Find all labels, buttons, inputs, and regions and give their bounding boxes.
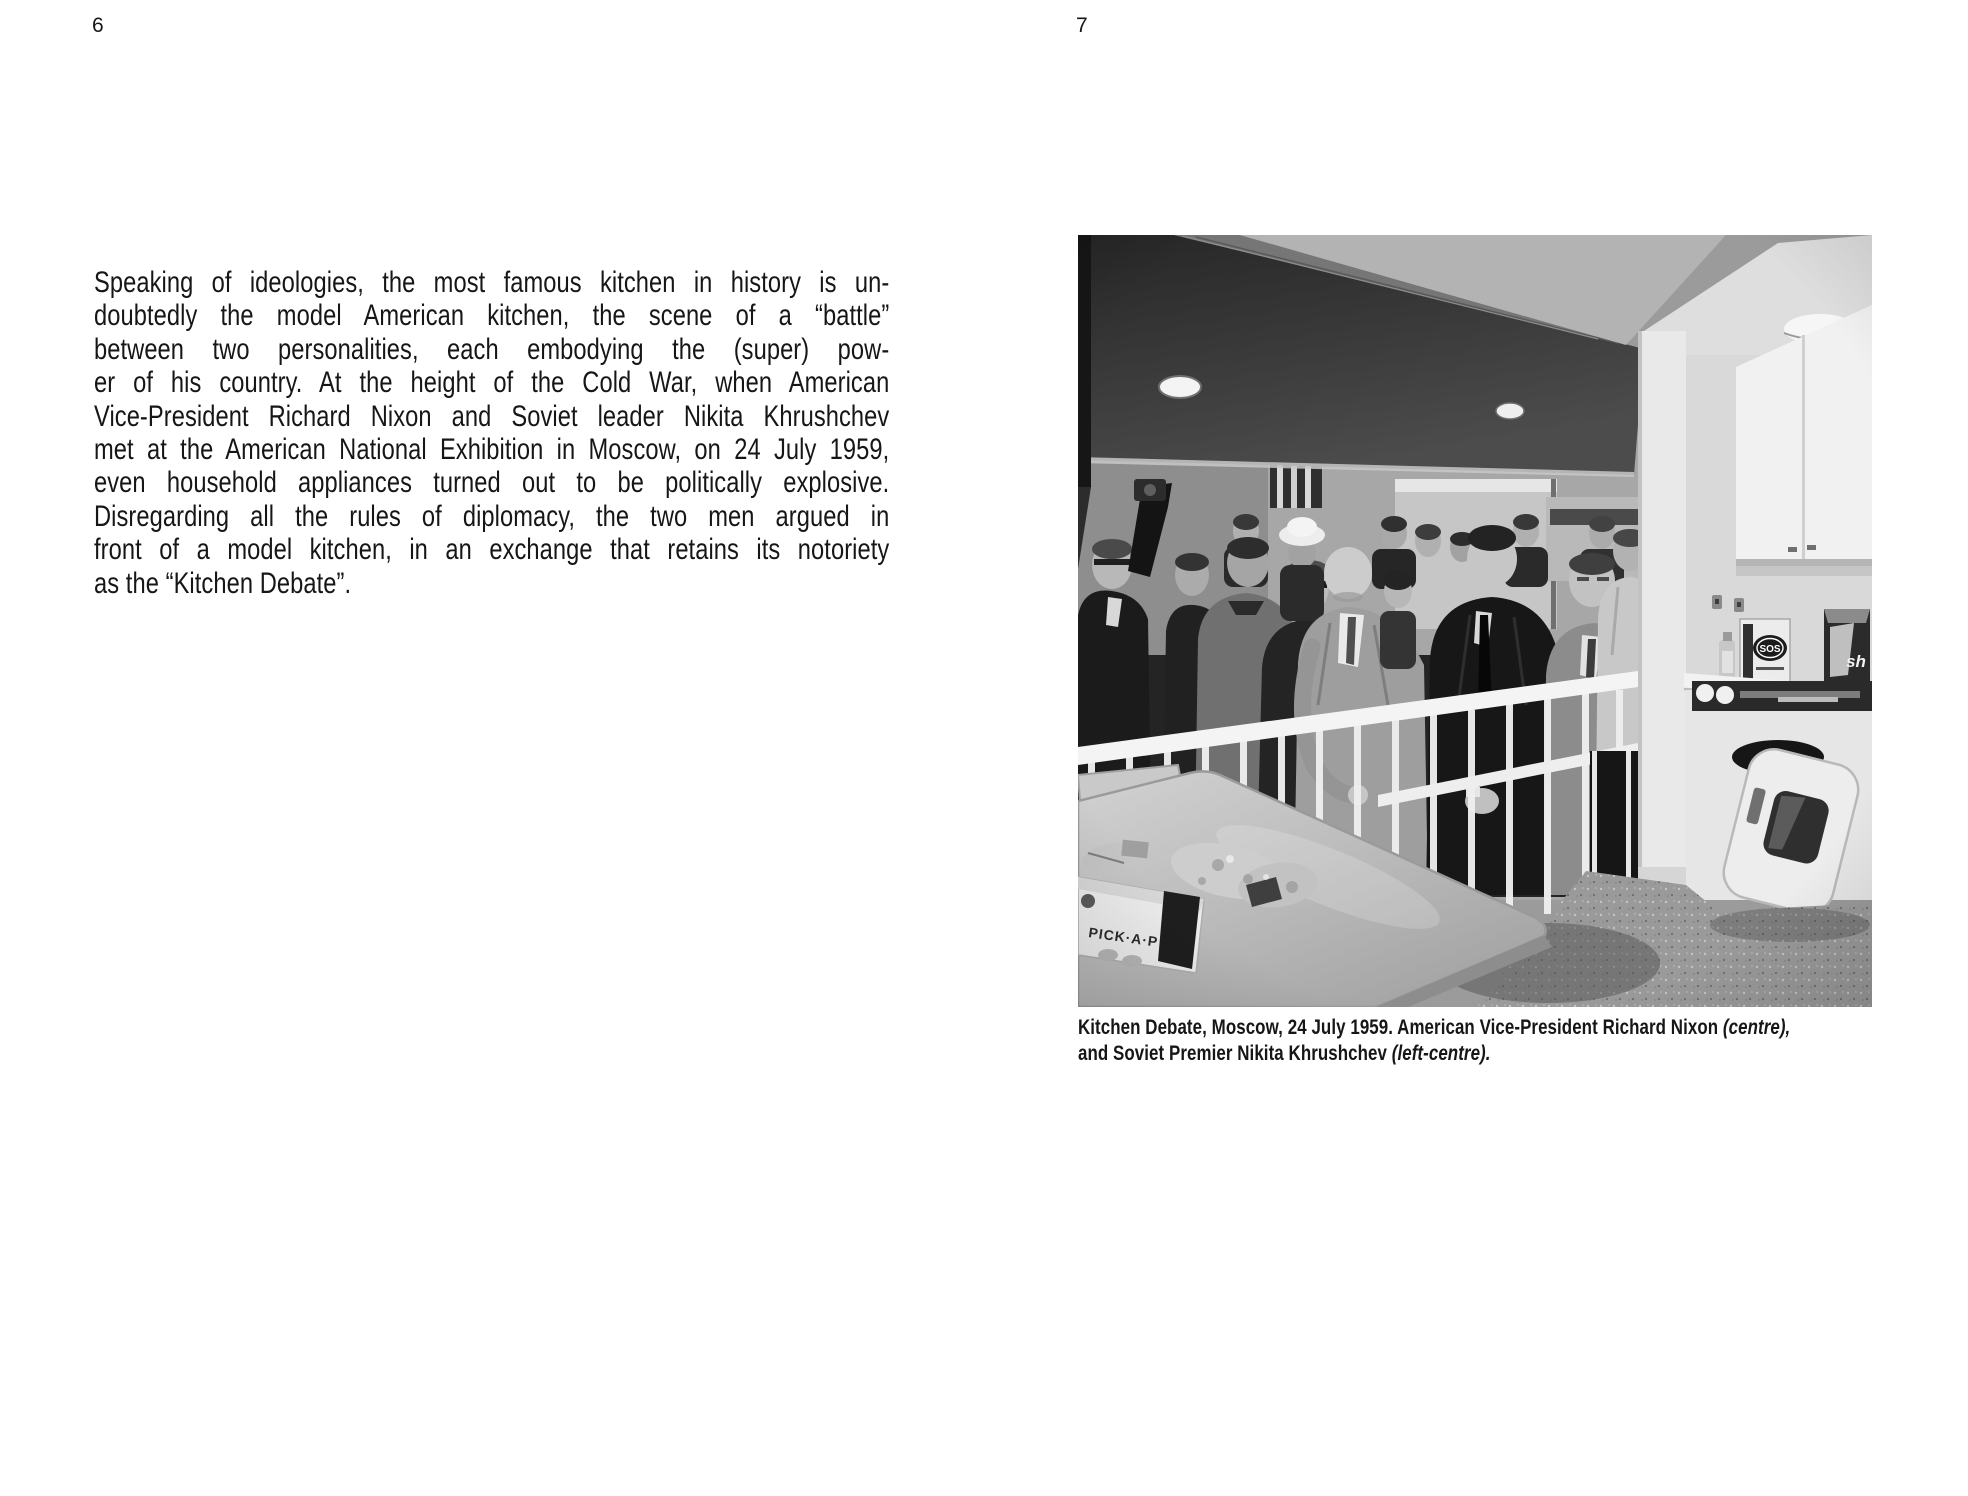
paragraph-line: Vice-President Richard Nixon and Soviet leader Nikita Khrushchev <box>94 399 890 433</box>
body-text-column <box>94 266 889 600</box>
photo-caption <box>1078 1014 1866 1066</box>
paragraph-line: doubtedly the model American kitchen, the scene of a “battle” <box>94 299 890 333</box>
paragraph-line: front of a model kitchen, in an exchange that retains its notoriety <box>94 533 890 567</box>
page-number-right: 7 <box>1076 14 1088 37</box>
page-number-left: 6 <box>92 14 104 37</box>
paragraph-line: met at the American National Exhibition in Moscow, on 24 July 1959, <box>94 433 890 467</box>
caption-line: Kitchen Debate, Moscow, 24 July 1959. American Vice-President Richard Nixon (centre), <box>1078 1015 1791 1039</box>
paragraph-line: between two personalities, each embodying the (super) pow- <box>94 332 890 366</box>
paragraph-line: Speaking of ideologies, the most famous kitchen in history is un- <box>94 266 890 299</box>
paragraph-line: Disregarding all the rules of diplomacy, the two men argued in <box>94 499 890 533</box>
kitchen-debate-photo <box>1078 235 1872 1007</box>
paragraph-line: as the “Kitchen Debate”. <box>94 566 352 600</box>
caption-line: and Soviet Premier Nikita Khrushchev (left-centre). <box>1078 1041 1491 1065</box>
photo-vignette <box>1078 235 1872 1007</box>
paragraph-line: even household appliances turned out to be politically explosive. <box>94 466 890 500</box>
paragraph-line: er of his country. At the height of the Cold War, when American <box>94 366 890 400</box>
